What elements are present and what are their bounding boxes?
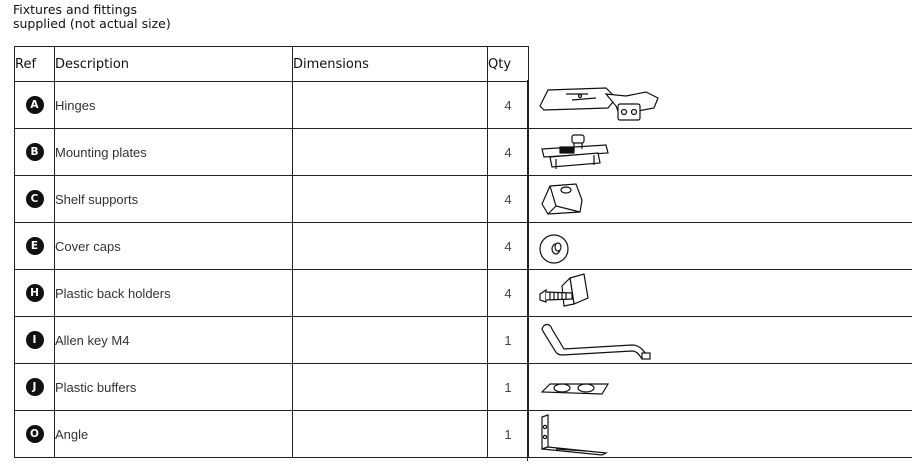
header-description: Description (55, 47, 293, 82)
table-row (15, 364, 529, 411)
description-cell: Hinges (55, 82, 293, 129)
description-cell: Cover caps (55, 223, 293, 270)
illustration-row (528, 81, 912, 129)
qty-cell: 4 (488, 223, 529, 270)
header-qty: Qty (488, 47, 529, 82)
description-cell: Shelf supports (55, 176, 293, 223)
description-cell: Allen key M4 (55, 317, 293, 364)
illustration-row (528, 128, 912, 176)
illustration-column (528, 81, 923, 461)
dimensions-cell (293, 364, 488, 411)
qty-cell: 4 (488, 176, 529, 223)
header-dimensions: Dimensions (293, 47, 488, 82)
dimensions-cell (293, 411, 488, 458)
ref-badge: A (26, 96, 44, 114)
dimensions-cell (293, 223, 488, 270)
dimensions-cell (293, 82, 488, 129)
dimensions-cell (293, 176, 488, 223)
description-cell: Mounting plates (55, 129, 293, 176)
description-cell: Angle (55, 411, 293, 458)
description-cell: Plastic buffers (55, 364, 293, 411)
illustration-row (528, 269, 912, 317)
table-row (15, 411, 529, 458)
ref-badge: E (26, 237, 44, 255)
dimensions-cell (293, 270, 488, 317)
qty-cell: 1 (488, 411, 529, 458)
table-header-row (15, 47, 529, 82)
illustration-row (528, 175, 912, 223)
ref-badge: C (26, 190, 44, 208)
mounting-plate-icon (536, 131, 626, 173)
table-row (15, 176, 529, 223)
header-ref: Ref (15, 47, 55, 82)
illustration-row (528, 316, 912, 364)
heading-line-1: Fixtures and fittings (13, 2, 138, 17)
table-row (15, 129, 529, 176)
ref-badge: O (26, 425, 44, 443)
dimensions-cell (293, 317, 488, 364)
table-row (15, 270, 529, 317)
back-holder-icon (536, 272, 606, 314)
allen-key-icon (536, 319, 666, 361)
qty-cell: 1 (488, 364, 529, 411)
ref-badge: H (26, 284, 44, 302)
description-cell: Plastic back holders (55, 270, 293, 317)
shelf-support-icon (536, 178, 596, 220)
angle-bracket-icon (536, 413, 616, 457)
qty-cell: 1 (488, 317, 529, 364)
dimensions-cell (293, 129, 488, 176)
ref-badge: J (26, 378, 44, 396)
ref-badge: B (26, 143, 44, 161)
illustration-row (528, 410, 912, 458)
buffer-icon (536, 366, 616, 408)
qty-cell: 4 (488, 270, 529, 317)
heading-line-2: supplied (not actual size) (13, 16, 171, 31)
qty-cell: 4 (488, 82, 529, 129)
illustration-row (528, 363, 912, 411)
hinge-icon (536, 84, 666, 126)
illustration-row (528, 222, 912, 270)
ref-badge: I (26, 331, 44, 349)
cover-cap-icon (536, 225, 586, 267)
fittings-table (14, 46, 529, 458)
table-row (15, 223, 529, 270)
page-heading (13, 3, 171, 31)
qty-cell: 4 (488, 129, 529, 176)
table-row (15, 317, 529, 364)
table-row (15, 82, 529, 129)
